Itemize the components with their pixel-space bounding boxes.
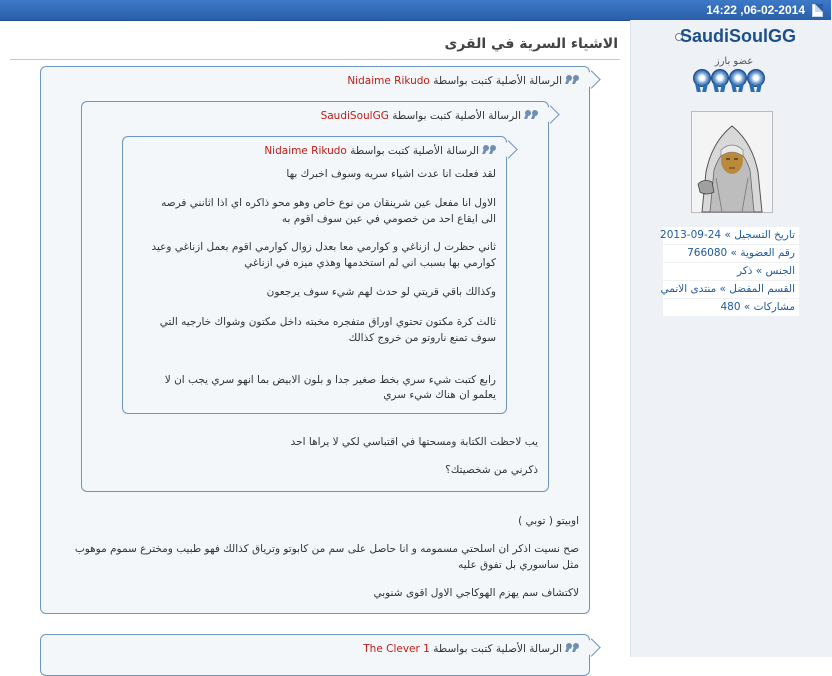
quote-author-link[interactable]: Nidaime Rikudo bbox=[264, 145, 347, 157]
post-text-line: وكذالك باقي قريتي لو حدث لهم شيء سوف يرجعون bbox=[266, 286, 496, 298]
quote-icon bbox=[566, 643, 579, 653]
quote-header bbox=[363, 642, 579, 656]
avatar[interactable] bbox=[691, 111, 773, 213]
quote-box-next bbox=[40, 634, 590, 676]
post-text-line: لاكتشاف سم يهزم الهوكاجي الاول اقوى شنوبي bbox=[373, 587, 579, 599]
reputation-star-icon bbox=[711, 69, 729, 87]
post-text-line: صح نسيت اذكر ان اسلحتي مسمومه و انا حاصل على سم من كابوتو وترياق كذالك فهو طبيب ومخترع سموم موهوب bbox=[74, 543, 579, 555]
avatar-image bbox=[692, 112, 772, 212]
top-bar bbox=[0, 0, 831, 21]
profile-post-count: مشاركات » 480 bbox=[663, 299, 799, 316]
post-text-line: يب لاحظت الكتابة ومسحتها في اقتباسي لكي لا يراها احد bbox=[290, 436, 538, 448]
post-text-line: اوبيتو ( توبي ) bbox=[518, 515, 579, 527]
post-datetime: 14:22 ,06-02-2014 bbox=[706, 3, 805, 17]
quote-header bbox=[321, 109, 538, 123]
post-text-line: ثالث كرة مكتون تحتوي اوراق متفجره مخبته داخل مكتون وشواك خارجيه التي bbox=[159, 316, 496, 328]
quote-prefix: الرسالة الأصلية كتبت بواسطة bbox=[350, 145, 479, 157]
quote-icon bbox=[483, 145, 496, 155]
post-text-line: الاول انا مفعل عين شرينقان من نوع خاص وهو محو ذاكره اي اذا اثانني فرصه bbox=[161, 197, 496, 209]
quote-author-link[interactable]: SaudiSoulGG bbox=[320, 110, 389, 122]
profile-favorite-section: القسم المفضل » منتدى الانمي bbox=[663, 281, 799, 298]
post-text-line: ثاني حظرت ل ازناغي و كوارمي معا بعدل زوال كوارمي اقوم بعمل ازناغي وعيد bbox=[151, 241, 496, 253]
reputation-star-icon bbox=[693, 69, 711, 87]
profile-member-id: رقم العضوية » 766080 bbox=[663, 245, 799, 262]
quote-prefix: الرسالة الأصلية كتبت بواسطة bbox=[433, 75, 562, 87]
reputation-star-icon bbox=[747, 69, 765, 87]
quote-pointer bbox=[582, 638, 600, 656]
profile-gender: الجنس » ذكر bbox=[663, 263, 799, 280]
user-title: عضو بارز bbox=[714, 56, 754, 67]
quote-pointer bbox=[582, 70, 600, 88]
post-text-line: يعلمو ان هناك شيء سري bbox=[383, 389, 496, 401]
quote-prefix: الرسالة الأصلية كتبت بواسطة bbox=[392, 110, 521, 122]
quote-prefix: الرسالة الأصلية كتبت بواسطة bbox=[433, 643, 562, 655]
username-link[interactable]: SaudiSoulGG bbox=[679, 26, 796, 46]
post-document-icon bbox=[812, 4, 823, 17]
post-text-line: لقد فعلت انا عدت اشياء سريه وسوف اخبرك بها bbox=[286, 168, 496, 180]
quote-icon bbox=[525, 110, 538, 120]
quote-author-link[interactable]: The Clever 1 bbox=[363, 643, 430, 655]
reputation-star-icon bbox=[729, 69, 747, 87]
quote-box-inner bbox=[122, 136, 507, 414]
quote-author-link[interactable]: Nidaime Rikudo bbox=[347, 75, 430, 87]
post-text-line: الى ايقاع احد من خصومي في عين سوف اقوم به bbox=[281, 213, 496, 225]
post-text-line: مثل ساسوري بل تفوق عليه bbox=[458, 559, 579, 571]
quote-icon bbox=[566, 75, 579, 85]
post-text-line: كوارمي بها بسبب اني لم استخدمها وهذي ميزه في ازناغي bbox=[244, 257, 496, 269]
post-text-line: رابع كتبت شيء سري بخط صغير جدا و بلون الابيض بما انهو سري يجب ان لا bbox=[164, 374, 496, 386]
post-text-line: ذكرني من شخصيتك؟ bbox=[445, 464, 538, 476]
quote-header bbox=[264, 144, 496, 158]
profile-join-date: تاريخ التسجيل » 24-09-2013 bbox=[663, 227, 799, 244]
thread-title: الاشياء السرية في القرى bbox=[444, 36, 618, 52]
quote-header bbox=[347, 74, 579, 88]
user-sidebar bbox=[630, 20, 832, 657]
user-profile-info bbox=[660, 227, 799, 317]
title-divider bbox=[10, 59, 620, 60]
post-text-line: سوف تمنع ناروتو من خروج كذالك bbox=[348, 332, 496, 344]
